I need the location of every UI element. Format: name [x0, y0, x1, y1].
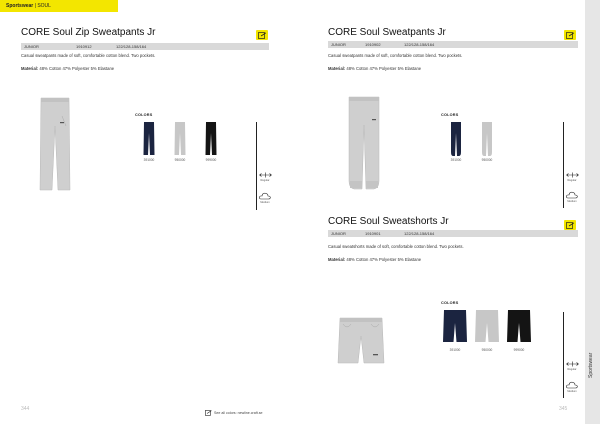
fit-arrows-icon — [566, 172, 579, 178]
fit-arrows-icon — [566, 361, 579, 367]
swatch-code: 950000 — [174, 158, 186, 162]
section-tab — [0, 0, 118, 12]
product-level: JUNIOR — [331, 231, 346, 236]
product-code-bar — [328, 230, 578, 237]
divider-line — [256, 122, 257, 210]
weight-label: Medium — [260, 201, 270, 204]
divider-line — [563, 122, 564, 208]
material-value: 48% Cotton 47% Polyester 5% Elastane — [38, 66, 115, 71]
swatch-black — [205, 121, 217, 156]
material-value: 48% Cotton 47% Polyester 5% Elastane — [345, 66, 422, 71]
product-sizes: 122/128-158/164 — [116, 44, 147, 49]
material-value: 48% Cotton 47% Polyester 5% Elastane — [345, 257, 422, 262]
weight-cloud-icon — [566, 381, 578, 389]
fit-label: Regular — [567, 179, 577, 182]
swatch-black — [507, 309, 531, 343]
web-link-text: See all colors: newline.craft.se — [214, 411, 263, 415]
material-label: Material: — [21, 66, 39, 71]
weight-label: Medium — [567, 200, 577, 203]
product-image-sweatpants — [346, 95, 382, 191]
swatch-code: 999000 — [513, 348, 525, 352]
page-number-right: 345 — [559, 406, 568, 412]
product-title: CORE Soul Zip Sweatpants Jr — [21, 27, 156, 38]
edit-icon — [258, 32, 267, 39]
weight-cloud-icon — [566, 191, 578, 199]
swatch-navy — [143, 121, 155, 156]
edit-button[interactable] — [564, 30, 576, 40]
product-image-zip-sweatpants — [38, 96, 72, 192]
divider-line — [563, 312, 564, 398]
section-separator: | — [33, 3, 38, 9]
swatch-code: 950000 — [481, 158, 493, 162]
swatch-code: 391000 — [143, 158, 155, 162]
fit-arrows-icon — [259, 172, 272, 178]
product-level: JUNIOR — [24, 44, 39, 49]
swatch-navy — [443, 309, 467, 343]
edit-icon — [566, 32, 575, 39]
product-title: CORE Soul Sweatshorts Jr — [328, 216, 449, 227]
product-material — [328, 66, 421, 71]
product-code-bar — [328, 41, 578, 48]
swatch-grey — [475, 309, 499, 343]
swatch-code: 391000 — [449, 348, 461, 352]
fit-label: Regular — [260, 179, 270, 182]
product-title: CORE Soul Sweatpants Jr — [328, 27, 446, 38]
product-material — [21, 66, 114, 71]
product-image-sweatshorts — [337, 316, 385, 366]
product-sizes: 122/128-158/164 — [404, 42, 435, 47]
product-article: 1910912 — [76, 44, 92, 49]
material-label: Material: — [328, 66, 346, 71]
swatch-code: 999000 — [205, 158, 217, 162]
colors-label: COLORS — [441, 113, 459, 117]
colors-label: COLORS — [135, 113, 153, 117]
side-label: Sportswear — [588, 352, 594, 378]
swatch-code: 391000 — [450, 158, 462, 162]
swatch-navy — [450, 121, 462, 157]
weight-label: Medium — [567, 390, 577, 393]
product-description: Casual sweatshorts made of soft, comfortable cotton blend. Two pockets. — [328, 244, 464, 249]
product-material — [328, 257, 421, 262]
product-sizes: 122/128-158/164 — [404, 231, 435, 236]
edit-button[interactable] — [564, 220, 576, 230]
edit-icon — [566, 222, 575, 229]
web-link[interactable] — [205, 410, 263, 416]
colors-label: COLORS — [441, 301, 459, 305]
material-label: Material: — [328, 257, 346, 262]
product-code-bar — [21, 43, 269, 50]
product-description: Casual sweatpants made of soft, comfortable cotton blend. Two pockets. — [328, 53, 463, 58]
weight-cloud-icon — [259, 192, 271, 200]
swatch-grey — [174, 121, 186, 156]
web-icon — [205, 410, 212, 416]
edit-button[interactable] — [256, 30, 268, 40]
swatch-code: 950000 — [481, 348, 493, 352]
fit-label: Regular — [567, 368, 577, 371]
product-level: JUNIOR — [331, 42, 346, 47]
swatch-grey — [481, 121, 493, 157]
product-description: Casual sweatpants made of soft, comfortable cotton blend. Two pockets. — [21, 53, 156, 58]
page-number-left: 344 — [21, 406, 30, 412]
section-collection: SOUL — [37, 3, 51, 9]
product-article: 1910901 — [365, 231, 381, 236]
product-article: 1910902 — [365, 42, 381, 47]
section-category: Sportswear — [6, 3, 34, 9]
